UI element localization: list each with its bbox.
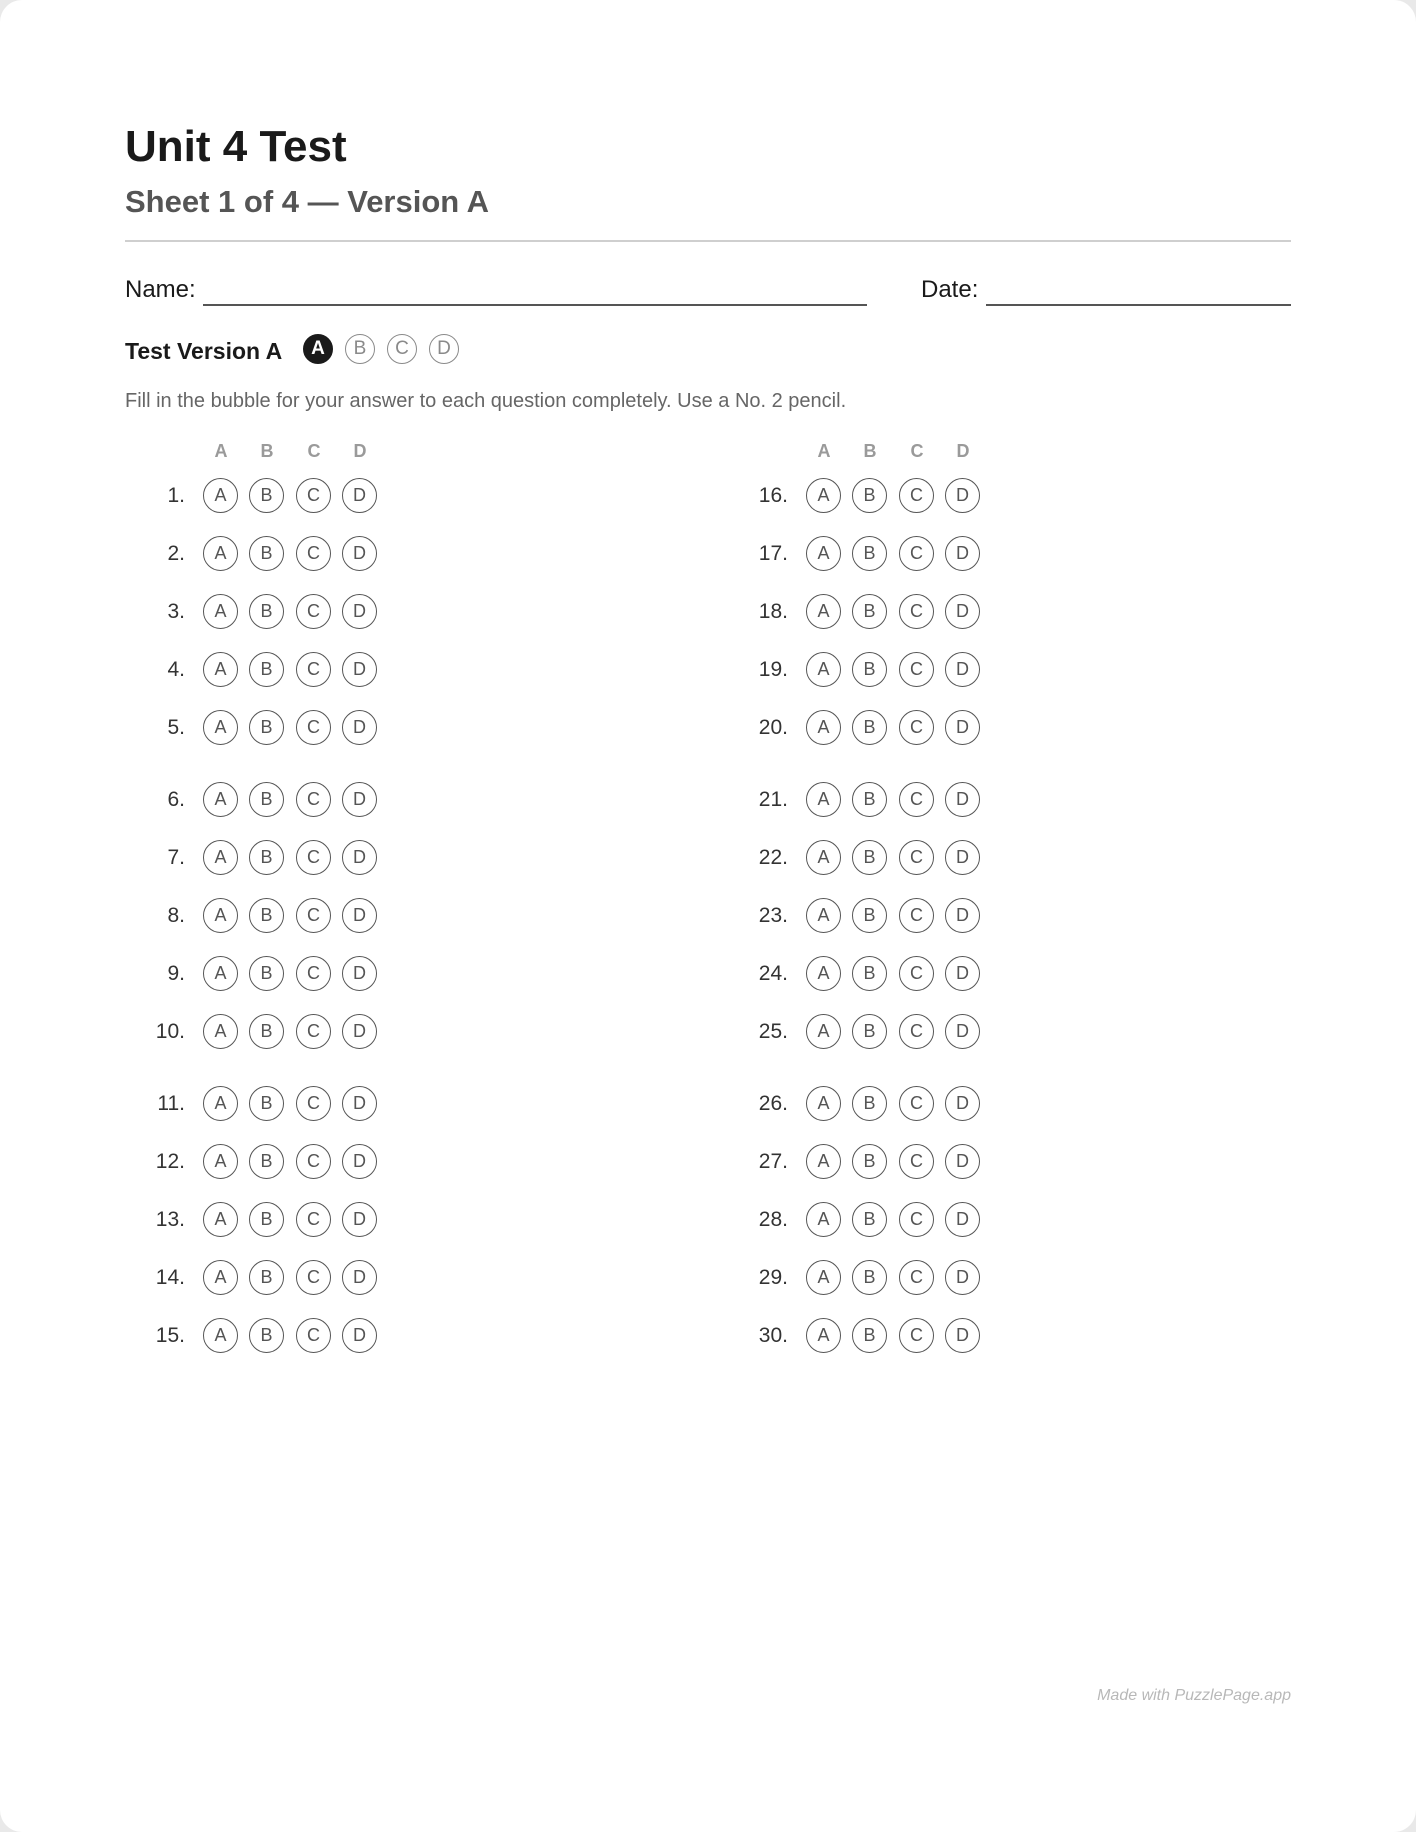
answer-bubble-a[interactable]: A [203, 1086, 238, 1121]
answer-bubble-d[interactable]: D [342, 1260, 377, 1295]
answer-bubble-c[interactable]: C [296, 1260, 331, 1295]
answer-bubble-b[interactable]: B [249, 1260, 284, 1295]
question-row [728, 594, 1128, 630]
answer-bubble-d[interactable]: D [945, 1014, 980, 1049]
answer-bubble-a[interactable]: A [203, 840, 238, 875]
question-row [125, 840, 525, 876]
question-number: 22. [758, 846, 788, 869]
question-number: 29. [758, 1266, 788, 1289]
answer-bubble-c[interactable]: C [899, 1318, 934, 1353]
answer-bubble-a[interactable]: A [203, 1202, 238, 1237]
answer-bubble-b[interactable]: B [852, 1014, 887, 1049]
answer-bubble-b[interactable]: B [852, 956, 887, 991]
answer-grid [125, 441, 1291, 1401]
question-row [125, 594, 525, 630]
question-row [728, 1014, 1128, 1050]
answer-bubble-a[interactable]: A [806, 956, 841, 991]
answer-bubble-a[interactable]: A [806, 536, 841, 571]
question-number: 13. [155, 1208, 185, 1231]
question-row [125, 782, 525, 818]
instructions: Fill in the bubble for your answer to each question completely. Use a No. 2 pencil. [125, 390, 847, 412]
answer-bubble-a[interactable]: A [806, 782, 841, 817]
answer-bubble-c[interactable]: C [899, 594, 934, 629]
test-version-row [125, 332, 1291, 366]
answer-bubble-d[interactable]: D [342, 652, 377, 687]
answer-bubble-d[interactable]: D [342, 1202, 377, 1237]
answer-bubble-c[interactable]: C [899, 710, 934, 745]
question-row [125, 536, 525, 572]
answer-bubble-a[interactable]: A [203, 652, 238, 687]
answer-bubble-d[interactable]: D [342, 898, 377, 933]
answer-bubble-a[interactable]: A [203, 594, 238, 629]
question-number: 5. [167, 716, 185, 739]
answer-bubble-c[interactable]: C [296, 956, 331, 991]
question-number: 12. [155, 1150, 185, 1173]
answer-bubble-a[interactable]: A [806, 594, 841, 629]
answer-bubble-a[interactable]: A [806, 1014, 841, 1049]
answer-bubble-b[interactable]: B [852, 594, 887, 629]
answer-bubble-b[interactable]: B [852, 840, 887, 875]
answer-bubble-c[interactable]: C [296, 536, 331, 571]
question-number: 30. [758, 1324, 788, 1347]
answer-bubble-c[interactable]: C [296, 1014, 331, 1049]
answer-bubble-c[interactable]: C [899, 478, 934, 513]
answer-bubble-b[interactable]: B [249, 1318, 284, 1353]
answer-bubble-a[interactable]: A [203, 782, 238, 817]
answer-bubble-c[interactable]: C [899, 956, 934, 991]
question-number: 21. [758, 788, 788, 811]
question-row [125, 478, 525, 514]
answer-bubble-b[interactable]: B [852, 782, 887, 817]
answer-bubble-d[interactable]: D [342, 782, 377, 817]
answer-bubble-d[interactable]: D [945, 1202, 980, 1237]
date-field[interactable] [986, 304, 1291, 306]
answer-bubble-c[interactable]: C [296, 898, 331, 933]
question-row [125, 956, 525, 992]
question-row [728, 1318, 1128, 1354]
answer-bubble-b[interactable]: B [249, 478, 284, 513]
answer-bubble-c[interactable]: C [296, 710, 331, 745]
answer-bubble-a[interactable]: A [203, 710, 238, 745]
question-number: 10. [155, 1020, 185, 1043]
version-bubble-c[interactable]: C [387, 334, 417, 364]
answer-bubble-d[interactable]: D [342, 594, 377, 629]
answer-bubble-b[interactable]: B [852, 1318, 887, 1353]
answer-bubble-a[interactable]: A [806, 1202, 841, 1237]
answer-bubble-b[interactable]: B [249, 652, 284, 687]
answer-bubble-c[interactable]: C [296, 782, 331, 817]
column-header-c: C [307, 441, 321, 461]
answer-bubble-d[interactable]: D [945, 898, 980, 933]
answer-bubble-b[interactable]: B [249, 1014, 284, 1049]
answer-bubble-b[interactable]: B [852, 898, 887, 933]
answer-bubble-b[interactable]: B [249, 782, 284, 817]
answer-bubble-d[interactable]: D [945, 478, 980, 513]
answer-bubble-b[interactable]: B [852, 652, 887, 687]
answer-bubble-c[interactable]: C [296, 652, 331, 687]
answer-bubble-a[interactable]: A [806, 478, 841, 513]
answer-bubble-b[interactable]: B [249, 1144, 284, 1179]
question-row [728, 956, 1128, 992]
question-row [125, 652, 525, 688]
question-row [125, 1318, 525, 1354]
answer-bubble-c[interactable]: C [296, 1202, 331, 1237]
question-row [728, 840, 1128, 876]
question-number: 7. [167, 846, 185, 869]
answer-bubble-b[interactable]: B [249, 1202, 284, 1237]
header-divider [125, 240, 1291, 242]
answer-bubble-c[interactable]: C [296, 840, 331, 875]
answer-bubble-b[interactable]: B [852, 536, 887, 571]
answer-bubble-d[interactable]: D [342, 840, 377, 875]
answer-bubble-b[interactable]: B [852, 1202, 887, 1237]
answer-bubble-d[interactable]: D [945, 1144, 980, 1179]
question-number: 1. [167, 484, 185, 507]
column-header-a: A [817, 441, 831, 461]
page-subtitle: Sheet 1 of 4 — Version A [125, 184, 490, 219]
answer-bubble-d[interactable]: D [945, 1086, 980, 1121]
answer-bubble-c[interactable]: C [899, 1014, 934, 1049]
answer-bubble-b[interactable]: B [249, 710, 284, 745]
question-number: 15. [155, 1324, 185, 1347]
answer-bubble-d[interactable]: D [342, 1144, 377, 1179]
test-version-label: Test Version A [125, 338, 283, 364]
answer-bubble-a[interactable]: A [806, 1144, 841, 1179]
question-row [728, 478, 1128, 514]
question-row [728, 782, 1128, 818]
answer-bubble-a[interactable]: A [806, 652, 841, 687]
page-title: Unit 4 Test [125, 122, 347, 171]
question-number: 27. [758, 1150, 788, 1173]
answer-bubble-c[interactable]: C [296, 594, 331, 629]
version-bubble-d[interactable]: D [429, 334, 459, 364]
question-row [728, 1144, 1128, 1180]
answer-bubble-d[interactable]: D [342, 478, 377, 513]
version-bubble-a[interactable]: A [303, 334, 333, 364]
question-number: 9. [167, 962, 185, 985]
question-row [125, 1260, 525, 1296]
question-row [728, 1260, 1128, 1296]
answer-bubble-b[interactable]: B [249, 898, 284, 933]
answer-bubble-a[interactable]: A [806, 840, 841, 875]
answer-bubble-a[interactable]: A [806, 710, 841, 745]
question-row [728, 652, 1128, 688]
answer-bubble-b[interactable]: B [852, 710, 887, 745]
answer-bubble-d[interactable]: D [342, 710, 377, 745]
answer-bubble-d[interactable]: D [342, 1014, 377, 1049]
answer-bubble-a[interactable]: A [203, 1260, 238, 1295]
answer-bubble-b[interactable]: B [249, 840, 284, 875]
question-number: 8. [167, 904, 185, 927]
answer-bubble-c[interactable]: C [899, 898, 934, 933]
answer-bubble-d[interactable]: D [342, 536, 377, 571]
question-row [125, 1086, 525, 1122]
answer-bubble-b[interactable]: B [852, 1260, 887, 1295]
answer-bubble-c[interactable]: C [899, 840, 934, 875]
question-number: 23. [758, 904, 788, 927]
question-number: 3. [167, 600, 185, 623]
column-header-d: D [353, 441, 367, 461]
question-number: 26. [758, 1092, 788, 1115]
answer-bubble-b[interactable]: B [852, 1086, 887, 1121]
answer-bubble-c[interactable]: C [296, 1144, 331, 1179]
answer-bubble-d[interactable]: D [945, 536, 980, 571]
answer-bubble-c[interactable]: C [899, 652, 934, 687]
answer-bubble-c[interactable]: C [296, 1086, 331, 1121]
answer-bubble-c[interactable]: C [899, 536, 934, 571]
student-info-row [125, 270, 1291, 310]
question-number: 24. [758, 962, 788, 985]
question-number: 11. [157, 1092, 185, 1115]
date-label: Date: [921, 276, 979, 303]
answer-bubble-a[interactable]: A [203, 898, 238, 933]
answer-bubble-a[interactable]: A [203, 1318, 238, 1353]
question-number: 18. [758, 600, 788, 623]
question-row [125, 1014, 525, 1050]
answer-bubble-d[interactable]: D [945, 956, 980, 991]
answer-bubble-c[interactable]: C [899, 1144, 934, 1179]
question-row [728, 1202, 1128, 1238]
question-row [125, 1144, 525, 1180]
answer-bubble-c[interactable]: C [296, 1318, 331, 1353]
question-row [728, 710, 1128, 746]
answer-bubble-d[interactable]: D [945, 840, 980, 875]
footer-credit: Made with PuzzlePage.app [1097, 1687, 1291, 1704]
answer-bubble-d[interactable]: D [945, 1318, 980, 1353]
column-header-b: B [863, 441, 877, 461]
answer-bubble-c[interactable]: C [899, 782, 934, 817]
answer-bubble-b[interactable]: B [249, 956, 284, 991]
question-number: 20. [758, 716, 788, 739]
column-header-b: B [260, 441, 274, 461]
answer-bubble-d[interactable]: D [945, 782, 980, 817]
answer-bubble-b[interactable]: B [249, 594, 284, 629]
question-row [125, 710, 525, 746]
sheet-content [125, 118, 1291, 1401]
answer-bubble-a[interactable]: A [806, 1260, 841, 1295]
answer-bubble-a[interactable]: A [806, 898, 841, 933]
question-number: 16. [758, 484, 788, 507]
answer-bubble-a[interactable]: A [203, 1014, 238, 1049]
answer-bubble-d[interactable]: D [945, 652, 980, 687]
question-number: 19. [758, 658, 788, 681]
answer-bubble-d[interactable]: D [945, 594, 980, 629]
answer-bubble-c[interactable]: C [296, 478, 331, 513]
answer-bubble-d[interactable]: D [342, 1086, 377, 1121]
question-number: 28. [758, 1208, 788, 1231]
answer-bubble-c[interactable]: C [899, 1086, 934, 1121]
question-row [728, 1086, 1128, 1122]
answer-bubble-b[interactable]: B [249, 1086, 284, 1121]
answer-bubble-a[interactable]: A [806, 1318, 841, 1353]
question-number: 14. [155, 1266, 185, 1289]
answer-bubble-a[interactable]: A [203, 1144, 238, 1179]
question-number: 25. [758, 1020, 788, 1043]
answer-bubble-d[interactable]: D [342, 1318, 377, 1353]
version-bubble-b[interactable]: B [345, 334, 375, 364]
question-number: 2. [167, 542, 185, 565]
answer-bubble-c[interactable]: C [899, 1260, 934, 1295]
answer-bubble-a[interactable]: A [203, 956, 238, 991]
question-number: 6. [167, 788, 185, 811]
column-header-a: A [214, 441, 228, 461]
name-field[interactable] [203, 304, 867, 306]
answer-bubble-d[interactable]: D [945, 710, 980, 745]
answer-bubble-a[interactable]: A [203, 478, 238, 513]
answer-bubble-b[interactable]: B [852, 1144, 887, 1179]
answer-bubble-a[interactable]: A [806, 1086, 841, 1121]
answer-bubble-a[interactable]: A [203, 536, 238, 571]
question-row [125, 1202, 525, 1238]
question-row [728, 536, 1128, 572]
answer-bubble-c[interactable]: C [899, 1202, 934, 1237]
name-label: Name: [125, 276, 196, 303]
answer-bubble-d[interactable]: D [342, 956, 377, 991]
question-number: 4. [167, 658, 185, 681]
answer-bubble-b[interactable]: B [852, 478, 887, 513]
column-header-d: D [956, 441, 970, 461]
question-row [125, 898, 525, 934]
answer-bubble-d[interactable]: D [945, 1260, 980, 1295]
column-header-c: C [910, 441, 924, 461]
answer-bubble-b[interactable]: B [249, 536, 284, 571]
question-number: 17. [758, 542, 788, 565]
question-row [728, 898, 1128, 934]
